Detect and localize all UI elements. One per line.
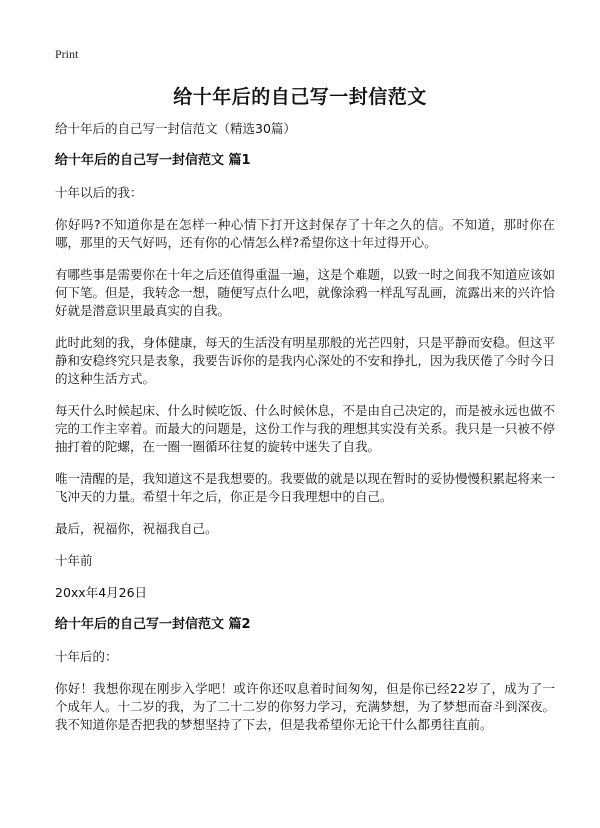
section-1-paragraph: 每天什么时候起床、什么时候吃饭、什么时候休息，不是由自己决定的，而是被永远也做不完的工作主宰着。而最大的问题是，这份工作与我的理想其实没有关系。我只是一只被不停抽打着的陀螺，在一圈一圈循环往复的旋转中迷失了自我。 [55,403,556,454]
section-2-greeting: 十年后的： [55,649,118,664]
section-1-paragraph: 唯一清醒的是，我知道这不是我想要的。我要做的就是以现在暂时的妥协慢慢积累起将来一飞冲天的力量。希望十年之后，你正是今日我理想中的自己。 [55,471,556,504]
section-1-signature: 十年前 [55,553,93,568]
section-2-heading: 给十年后的自己写一封信范文 篇2 [55,617,251,632]
section-2-paragraph: 你好！我想你现在刚步入学吧！或许你还叹息着时间匆匆，但是你已经22岁了，成为了一个成年人。十二岁的我，为了二十二岁的你努力学习，充满梦想，为了梦想而奋斗到深夜。我不知道你是否把我的梦想坚持了下去，但是我希望你无论干什么都勇往直前。 [55,681,556,732]
section-1-date: 20xx年4月26日 [55,585,148,600]
print-label: Print [55,47,79,61]
page-title: 给十年后的自己写一封信范文 [173,86,427,108]
section-1-heading: 给十年后的自己写一封信范文 篇1 [55,153,251,168]
section-1-paragraph: 有哪些事是需要你在十年之后还值得重温一遍，这是个难题，以致一时之间我不知道应该如何下笔。但是，我转念一想，随便写点什么吧，就像涂鸦一样乱写乱画，流露出来的兴许恰好就是潜意识里最真实的自我。 [55,267,556,318]
section-1-greeting: 十年以后的我： [55,185,143,200]
section-1-paragraph: 此时此刻的我，身体健康，每天的生活没有明星那般的光芒四射，只是平静而安稳。但这平静和安稳终究只是表象，我要告诉你的是我内心深处的不安和挣扎，因为我厌倦了今时今日的这种生活方式。 [55,335,556,386]
document-body [55,120,555,748]
section-1-paragraph: 最后，祝福你，祝福我自己。 [55,521,218,536]
document-subtitle: 给十年后的自己写一封信范文（精选30篇） [55,121,296,136]
section-1-paragraph: 你好吗?不知道你是在怎样一种心情下打开这封保存了十年之久的信。不知道，那时你在哪，那里的天气好吗，还有你的心情怎么样?希望你这十年过得开心。 [55,217,555,250]
